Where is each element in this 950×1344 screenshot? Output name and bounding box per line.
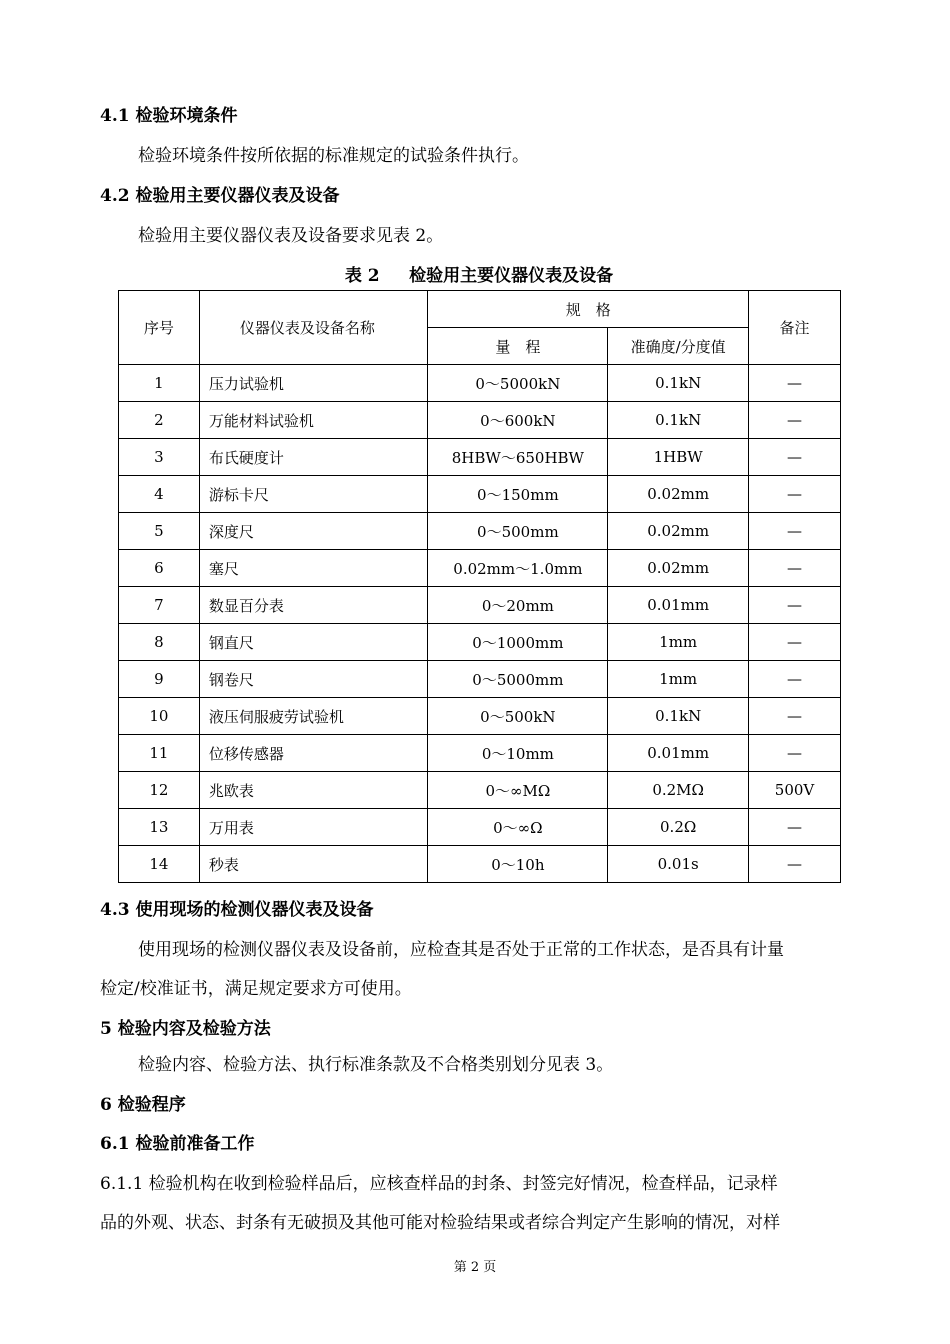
table-row: [119, 550, 841, 587]
section-4-3-text-line2: 检定/校准证书，满足规定要求方可使用。: [100, 979, 412, 999]
header-no: 序号: [119, 291, 200, 365]
table-body: [119, 365, 841, 883]
cell-range: 0～10mm: [428, 735, 608, 772]
table-row: [119, 624, 841, 661]
cell-range: 0～500kN: [428, 698, 608, 735]
cell-range: 0～20mm: [428, 587, 608, 624]
section-5-heading: 5 检验内容及检验方法: [100, 1019, 271, 1039]
cell-name: 数显百分表: [199, 587, 428, 624]
cell-no: 2: [119, 402, 200, 439]
table-title: 表 2 检验用主要仪器仪表及设备: [344, 266, 614, 286]
header-range: 量 程: [428, 328, 608, 365]
cell-accuracy: 0.2Ω: [608, 809, 749, 846]
section-4-3-text-line1: 使用现场的检测仪器仪表及设备前，应检查其是否处于正常的工作状态，是否具有计量: [138, 940, 784, 960]
section-6-1-heading: 6.1 检验前准备工作: [100, 1134, 255, 1154]
cell-accuracy: 1mm: [608, 624, 749, 661]
cell-range: 0～600kN: [428, 402, 608, 439]
table-row: [119, 476, 841, 513]
section-6-heading: 6 检验程序: [100, 1095, 186, 1115]
cell-range: 0～∞MΩ: [428, 772, 608, 809]
header-accuracy: 准确度/分度值: [608, 328, 749, 365]
cell-remark: —: [749, 661, 841, 698]
table-row: [119, 772, 841, 809]
cell-name: 位移传感器: [199, 735, 428, 772]
cell-name: 万用表: [199, 809, 428, 846]
table-row: [119, 846, 841, 883]
cell-remark: —: [749, 587, 841, 624]
cell-remark: —: [749, 809, 841, 846]
cell-range: 0.02mm～1.0mm: [428, 550, 608, 587]
cell-accuracy: 0.2MΩ: [608, 772, 749, 809]
section-4-3-heading: 4.3 使用现场的检测仪器仪表及设备: [100, 900, 374, 920]
table-row: [119, 513, 841, 550]
cell-no: 12: [119, 772, 200, 809]
header-name: 仪器仪表及设备名称: [199, 291, 428, 365]
cell-range: 0～5000kN: [428, 365, 608, 402]
cell-accuracy: 0.02mm: [608, 513, 749, 550]
cell-no: 9: [119, 661, 200, 698]
cell-name: 深度尺: [199, 513, 428, 550]
section-4-1-heading: 4.1 检验环境条件: [100, 106, 238, 126]
cell-remark: —: [749, 550, 841, 587]
table-row: [119, 735, 841, 772]
section-4-2-text: 检验用主要仪器仪表及设备要求见表 2。: [138, 226, 444, 246]
cell-accuracy: 0.02mm: [608, 476, 749, 513]
cell-name: 兆欧表: [199, 772, 428, 809]
table-row: [119, 587, 841, 624]
cell-remark: —: [749, 735, 841, 772]
table-row: [119, 365, 841, 402]
section-4-2-heading: 4.2 检验用主要仪器仪表及设备: [100, 186, 340, 206]
cell-remark: —: [749, 846, 841, 883]
header-spec: 规 格: [428, 291, 749, 328]
cell-name: 万能材料试验机: [199, 402, 428, 439]
cell-name: 钢卷尺: [199, 661, 428, 698]
cell-remark: —: [749, 402, 841, 439]
table-row: [119, 439, 841, 476]
cell-remark: —: [749, 698, 841, 735]
section-6-1-1-line1: 6.1.1 检验机构在收到检验样品后，应核查样品的封条、封签完好情况，检查样品，记录样: [100, 1174, 778, 1194]
section-4-1-text: 检验环境条件按所依据的标准规定的试验条件执行。: [138, 146, 529, 166]
cell-accuracy: 0.01mm: [608, 735, 749, 772]
cell-remark: —: [749, 439, 841, 476]
cell-accuracy: 0.02mm: [608, 550, 749, 587]
cell-range: 0～10h: [428, 846, 608, 883]
cell-no: 11: [119, 735, 200, 772]
header-remark: 备注: [749, 291, 841, 365]
cell-name: 液压伺服疲劳试验机: [199, 698, 428, 735]
cell-remark: —: [749, 624, 841, 661]
section-6-1-1-line2: 品的外观、状态、封条有无破损及其他可能对检验结果或者综合判定产生影响的情况，对样: [100, 1213, 780, 1233]
cell-no: 8: [119, 624, 200, 661]
cell-range: 0～∞Ω: [428, 809, 608, 846]
cell-no: 13: [119, 809, 200, 846]
cell-accuracy: 1HBW: [608, 439, 749, 476]
cell-accuracy: 0.1kN: [608, 698, 749, 735]
table-row: [119, 698, 841, 735]
cell-no: 10: [119, 698, 200, 735]
cell-name: 秒表: [199, 846, 428, 883]
page-number: 第 2 页: [453, 1260, 497, 1275]
cell-no: 1: [119, 365, 200, 402]
cell-name: 布氏硬度计: [199, 439, 428, 476]
cell-remark: 500V: [749, 772, 841, 809]
cell-accuracy: 0.01mm: [608, 587, 749, 624]
cell-no: 4: [119, 476, 200, 513]
equipment-table: [118, 290, 841, 883]
table-row: [119, 809, 841, 846]
cell-name: 压力试验机: [199, 365, 428, 402]
cell-name: 游标卡尺: [199, 476, 428, 513]
cell-range: 0～500mm: [428, 513, 608, 550]
cell-range: 8HBW～650HBW: [428, 439, 608, 476]
cell-no: 3: [119, 439, 200, 476]
cell-range: 0～150mm: [428, 476, 608, 513]
cell-name: 钢直尺: [199, 624, 428, 661]
cell-no: 6: [119, 550, 200, 587]
cell-range: 0～5000mm: [428, 661, 608, 698]
cell-accuracy: 0.1kN: [608, 402, 749, 439]
cell-remark: —: [749, 513, 841, 550]
cell-remark: —: [749, 365, 841, 402]
cell-accuracy: 0.01s: [608, 846, 749, 883]
table-row: [119, 661, 841, 698]
cell-name: 塞尺: [199, 550, 428, 587]
cell-remark: —: [749, 476, 841, 513]
cell-accuracy: 0.1kN: [608, 365, 749, 402]
section-5-text: 检验内容、检验方法、执行标准条款及不合格类别划分见表 3。: [138, 1055, 614, 1075]
table-row: [119, 402, 841, 439]
cell-no: 14: [119, 846, 200, 883]
cell-no: 5: [119, 513, 200, 550]
cell-range: 0～1000mm: [428, 624, 608, 661]
cell-accuracy: 1mm: [608, 661, 749, 698]
cell-no: 7: [119, 587, 200, 624]
